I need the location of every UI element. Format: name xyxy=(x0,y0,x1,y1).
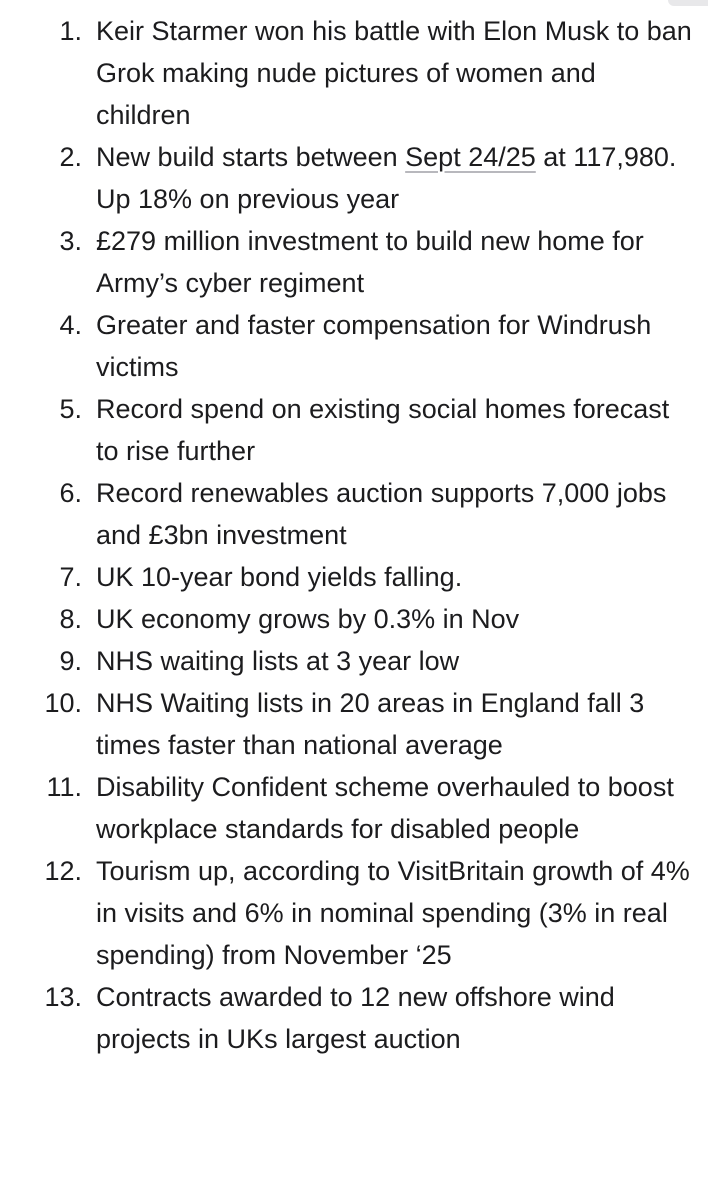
list-item xyxy=(0,220,694,304)
list-item-text xyxy=(96,136,694,220)
list-item-text-before: New build starts between xyxy=(96,142,406,172)
list-item-text: NHS waiting lists at 3 year low xyxy=(96,646,460,676)
list-item xyxy=(0,976,694,1060)
list-item xyxy=(0,388,694,472)
list-item xyxy=(0,850,694,976)
list-item xyxy=(0,640,694,682)
list-item xyxy=(0,598,694,640)
list-item-number: 7. xyxy=(59,562,82,592)
list-item-text: UK 10-year bond yields falling. xyxy=(96,562,463,592)
list-item-text: UK economy grows by 0.3% in Nov xyxy=(96,604,520,634)
list-item-text: Disability Confident scheme overhauled to boost workplace standards for disabled people xyxy=(96,772,674,844)
list-item-number: 1. xyxy=(59,16,82,46)
list-item-number: 9. xyxy=(59,646,82,676)
list-item-text: £279 million investment to build new home for Army’s cyber regiment xyxy=(96,226,644,298)
list-item-number: 5. xyxy=(59,394,82,424)
list-item-number: 11. xyxy=(46,772,82,802)
list-item xyxy=(0,682,694,766)
list-item-number: 10. xyxy=(44,688,82,718)
list-item-text: Greater and faster compensation for Windrush victims xyxy=(96,310,652,382)
list-item-text-after: at 117,980. Up 18% on previous year xyxy=(96,142,677,214)
list-item-text: NHS Waiting lists in 20 areas in England fall 3 times faster than national average xyxy=(96,688,645,760)
list-item-number: 6. xyxy=(59,478,82,508)
list-item xyxy=(0,136,694,220)
list-item xyxy=(0,10,694,136)
list-item xyxy=(0,766,694,850)
list-item-number: 2. xyxy=(59,142,82,172)
list-item-text: Contracts awarded to 12 new offshore wind projects in UKs largest auction xyxy=(96,982,615,1054)
list-item-text: Record spend on existing social homes forecast to rise further xyxy=(96,394,670,466)
list-item xyxy=(0,556,694,598)
list-item-number: 13. xyxy=(44,982,82,1012)
list-item xyxy=(0,304,694,388)
list-item-number: 3. xyxy=(59,226,82,256)
list-item-number: 4. xyxy=(59,310,82,340)
list-item-number: 12. xyxy=(44,856,82,886)
list-item-text: Tourism up, according to VisitBritain growth of 4% in visits and 6% in nominal spending (3% in real spending) from November ‘25 xyxy=(96,856,690,970)
list-item-number: 8. xyxy=(59,604,82,634)
list-item xyxy=(0,472,694,556)
top-edge-artifact xyxy=(668,0,708,6)
list-item-text: Record renewables auction supports 7,000 jobs and £3bn investment xyxy=(96,478,667,550)
list-item-text: Keir Starmer won his battle with Elon Musk to ban Grok making nude pictures of women and children xyxy=(96,16,692,130)
date-link[interactable]: Sept 24/25 xyxy=(405,142,536,172)
